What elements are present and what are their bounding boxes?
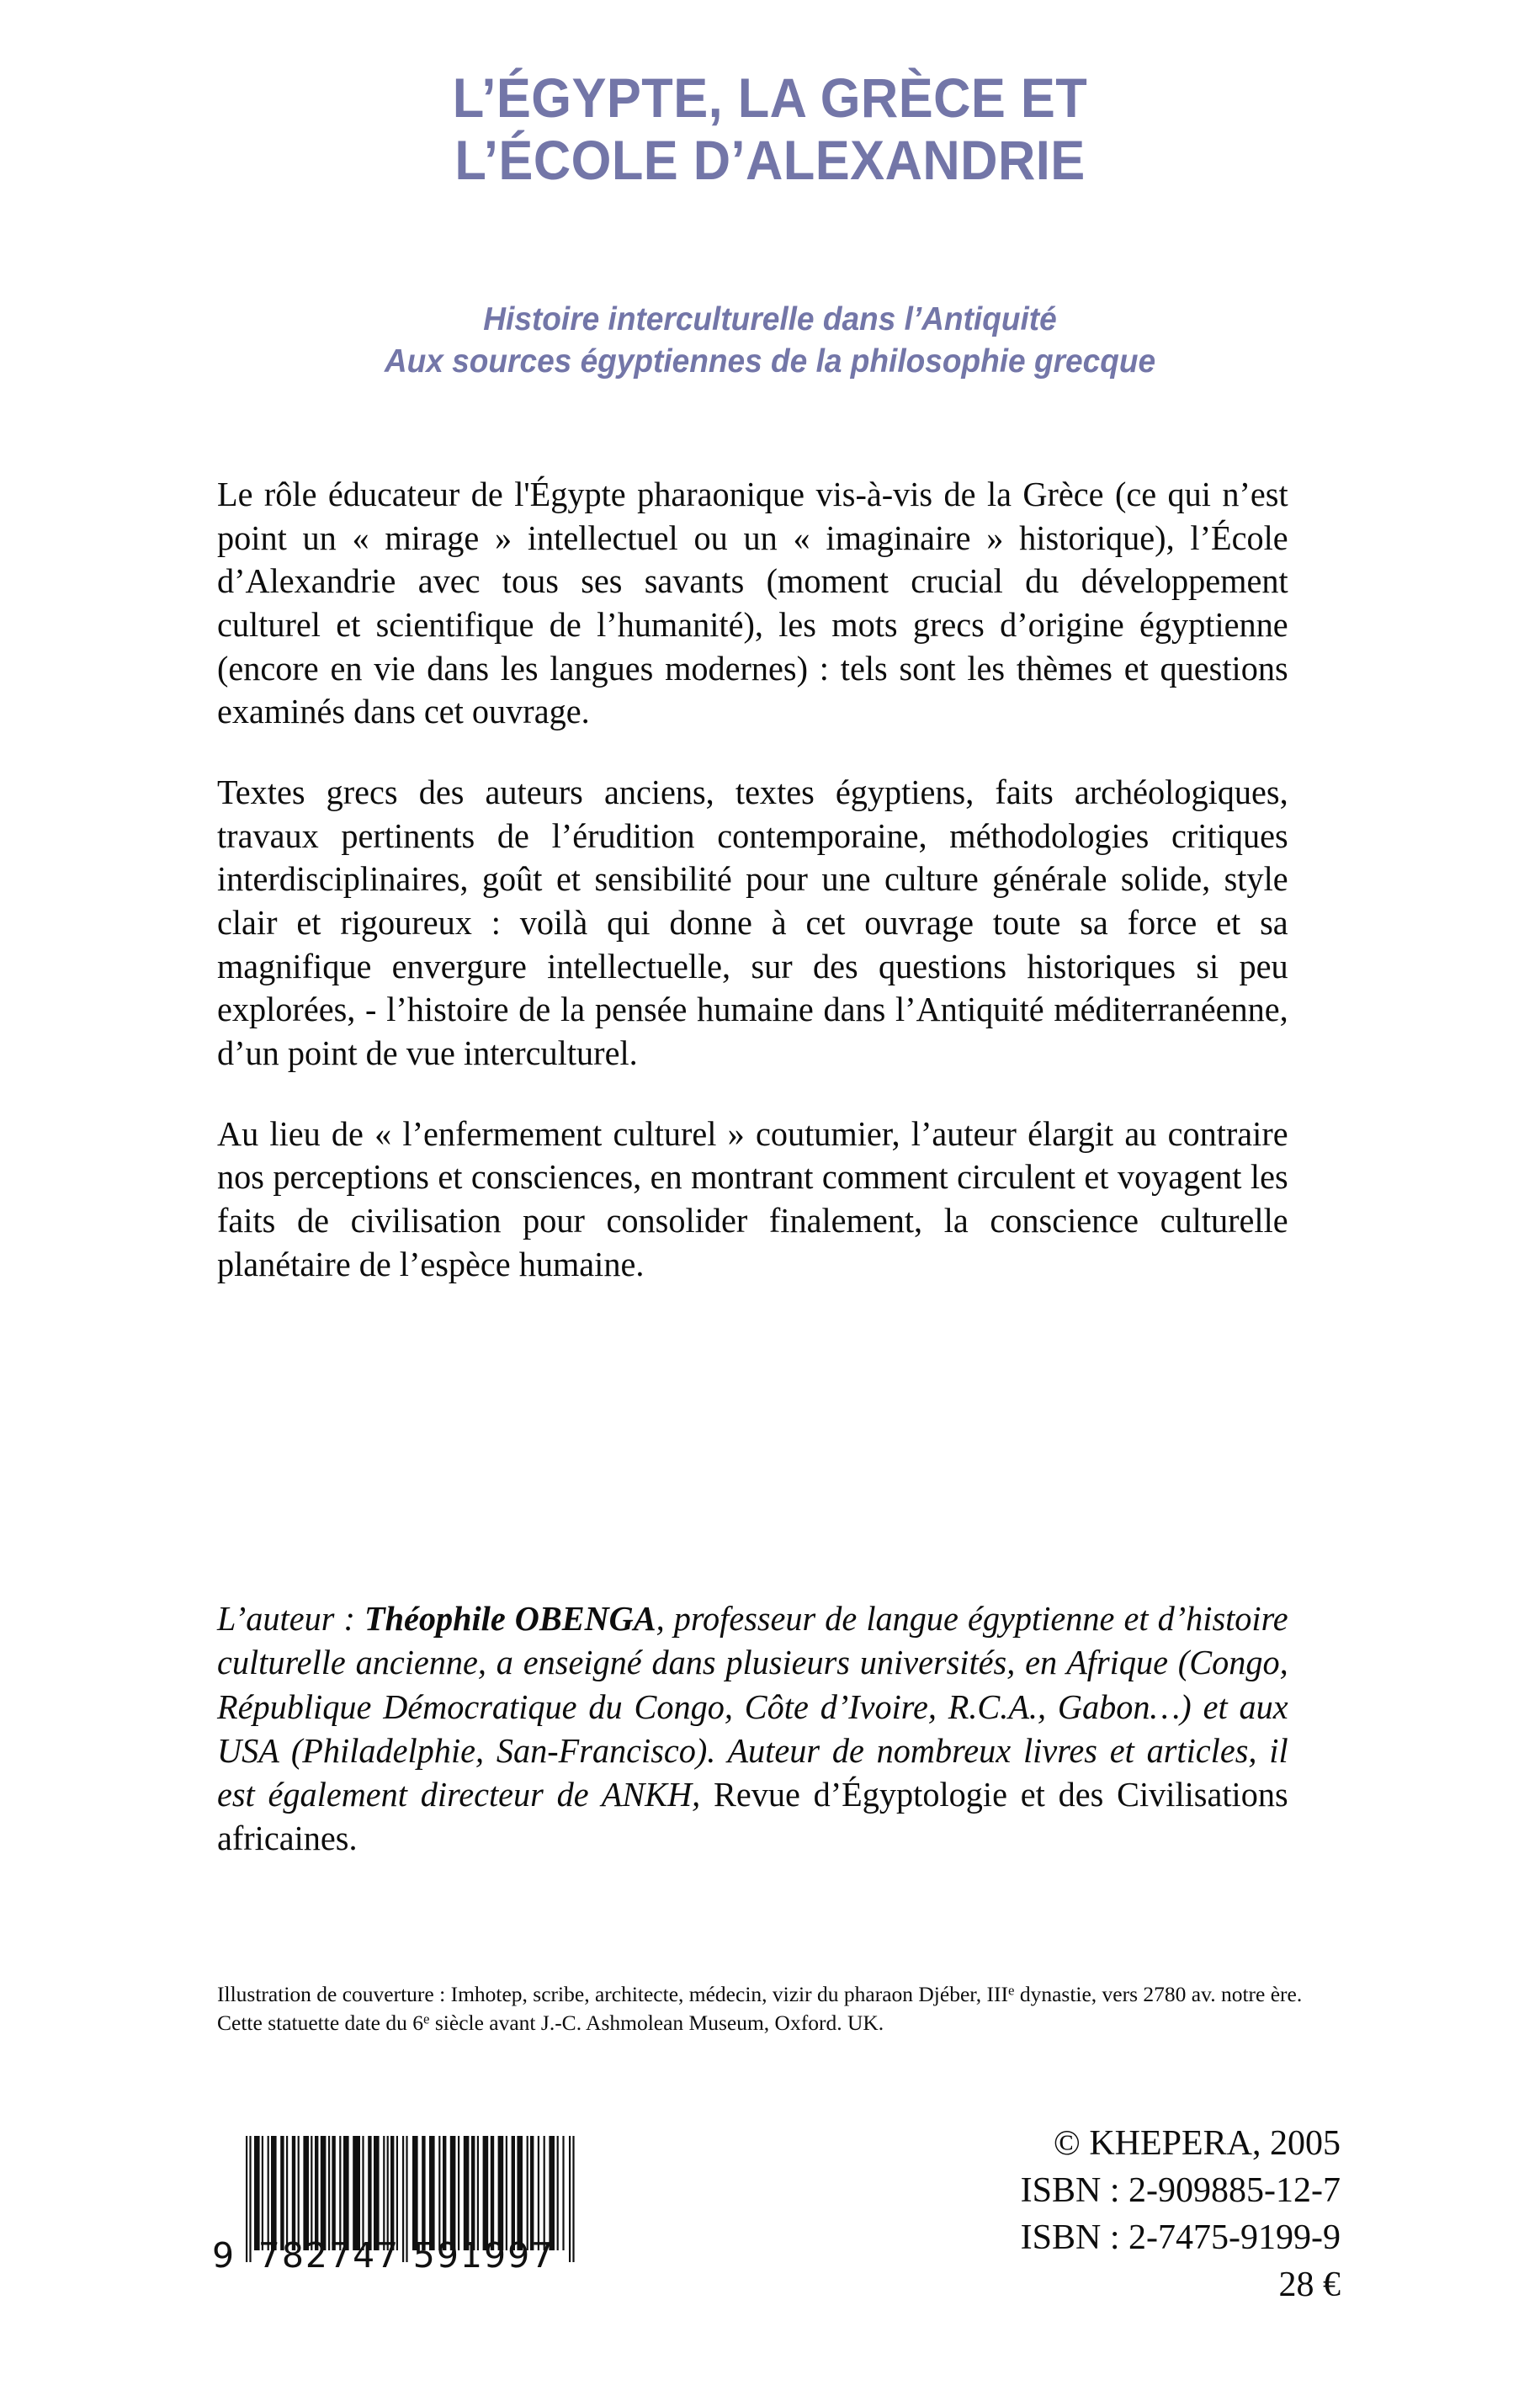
author-bio-text: , professeur de langue égyptienne et d’histoire culturelle ancienne, a enseigné dans plusieurs universités, en Afrique (Congo, République Démocratique du Congo, Côte d’Ivoire, R.C.A., Gabon…) et aux USA (Philadelphie, San-Francisco). Auteur de nombreux livres et articles, il est également directeur de ANKH, (217, 1599, 1288, 1814)
isbn-line-1: ISBN : 2-909885-12-7 (1020, 2170, 1341, 2210)
credit-2-ordinal: e (423, 2011, 430, 2027)
credit-2-post: siècle avant J.-C. Ashmolean Museum, Oxford. UK. (429, 2010, 884, 2035)
page-subtitle (39, 299, 1502, 383)
imprint-block (1021, 2121, 1341, 2308)
copyright-line: © KHEPERA, 2005 (1053, 2124, 1341, 2163)
footer (0, 2121, 1540, 2356)
subtitle-line-1: Histoire interculturelle dans l’Antiquité (483, 301, 1057, 337)
blurb-paragraph-3: Au lieu de « l’enfermement culturel » coutumier, l’auteur élargit au contraire nos perceptions et consciences, en montrant comment circulent et voyagent les faits de civilisation pour consolider finalement, la conscience culturelle planétaire de l’espèce humaine. (217, 1113, 1288, 1283)
author-name: Théophile OBENGA (364, 1599, 656, 1638)
cover-illustration-credits (217, 1980, 1336, 2037)
author-journal-name: Revue d’Égyptologie et des Civilisations africaines. (217, 1775, 1288, 1858)
blurb-text (217, 473, 1321, 1286)
subtitle-block (0, 299, 1540, 383)
credit-1-post: dynastie, vers 2780 av. notre ère. (1014, 1982, 1303, 2006)
barcode-left-group: 782747 (258, 2235, 401, 2276)
credit-2-pre: Cette statuette date du 6 (217, 2010, 424, 2035)
blurb-paragraph-2: Textes grecs des auteurs anciens, textes égyptiens, faits archéologiques, travaux pertinents de l’érudition contemporaine, méthodologies critiques interdisciplinaires, goût et sensibilité pour une culture générale solide, style clair et rigoureux : voilà qui donne à cet ouvrage toute sa force et sa magnifique envergure intellectuelle, sur des questions historiques si peu explorées, - l’histoire de la pensée humaine dans l’Antiquité méditerranéenne, d’un point de vue interculturel. (217, 772, 1288, 1072)
credit-line-2 (217, 2009, 1336, 2037)
credit-1-ordinal: e (1007, 1982, 1015, 1999)
author-label: L’auteur : (217, 1599, 364, 1638)
author-biography (217, 1596, 1288, 1861)
title-line-2: L’ÉCOLE D’ALEXANDRIE (454, 128, 1086, 191)
title-block (0, 67, 1540, 192)
subtitle-line-2: Aux sources égyptiennes de la philosophie grecque (384, 343, 1156, 380)
price-label: 28 € (1278, 2265, 1341, 2304)
barcode-right-group: 591997 (412, 2235, 555, 2276)
credit-line-1 (217, 1980, 1336, 2009)
page-title (54, 67, 1486, 192)
title-line-1: L’ÉGYPTE, LA GRÈCE ET (452, 66, 1088, 129)
barcode (212, 2136, 574, 2276)
barcode-lead-digit: 9 (212, 2235, 236, 2276)
blurb-paragraph-1: Le rôle éducateur de l'Égypte pharaonique vis-à-vis de la Grèce (ce qui n’est point un « mirage » intellectuel ou un « imaginaire » historique), l’École d’Alexandrie avec tous ses savants (moment crucial du développement culturel et scientifique de l’humanité), les mots grecs d’origine égyptienne (encore en vie dans les langues modernes) : tels sont les thèmes et questions examinés dans cet ouvrage. (217, 475, 1288, 731)
credit-1-pre: Illustration de couverture : Imhotep, scribe, architecte, médecin, vizir du pharaon Djéber, III (217, 1982, 1008, 2006)
barcode-digits (212, 2235, 574, 2276)
isbn-line-2: ISBN : 2-7475-9199-9 (1020, 2218, 1341, 2257)
